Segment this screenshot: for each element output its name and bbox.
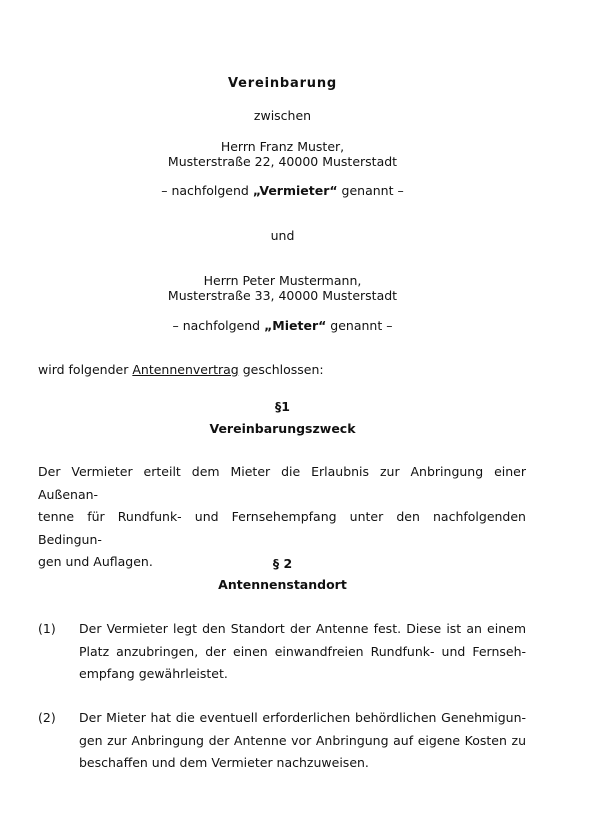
paragraph-line: gen zur Anbringung der Antenne vor Anbringung auf eigene Kosten zu xyxy=(79,732,526,748)
party1-role-prefix: – nachfolgend xyxy=(161,183,253,198)
section1-number: §1 xyxy=(275,399,290,414)
between-text: zwischen xyxy=(253,108,312,123)
and-text: und xyxy=(270,228,295,243)
item-number: (1) xyxy=(38,621,56,636)
section2-number: § 2 xyxy=(272,556,293,571)
paragraph-line: beschaffen und dem Vermieter nachzuweisen. xyxy=(79,755,369,770)
item-number: (2) xyxy=(38,710,56,725)
party1-role xyxy=(0,183,565,198)
paragraph-line: Platz anzubringen, der einen einwandfreien Rundfunk- und Fernseh- xyxy=(79,643,526,659)
antennenvertrag-link[interactable]: Antennenvertrag xyxy=(132,362,239,377)
party2-role-suffix: genannt – xyxy=(326,318,393,333)
section1-heading: Vereinbarungszweck xyxy=(209,421,356,436)
section2-item-1 xyxy=(79,618,526,686)
party1-role-suffix: genannt – xyxy=(337,183,404,198)
section2-heading: Antennenstandort xyxy=(218,577,347,592)
section2-item-2 xyxy=(79,707,526,775)
party2-role xyxy=(0,318,565,333)
party2-name: Herrn Peter Mustermann, xyxy=(203,273,362,288)
paragraph-line: Der Mieter hat die eventuell erforderlichen behördlichen Genehmigun- xyxy=(79,710,526,725)
paragraph-line: Der Vermieter legt den Standort der Antenne fest. Diese ist an einem xyxy=(79,621,526,636)
intro-sentence xyxy=(38,362,324,377)
intro-before: wird folgender xyxy=(38,362,133,377)
paragraph-line: empfang gewährleistet. xyxy=(79,666,228,681)
party2-role-prefix: – nachfolgend xyxy=(172,318,265,333)
paragraph-line: tenne für Rundfunk- und Fernsehempfang unter den nachfolgenden Bedingun- xyxy=(38,509,526,547)
paragraph-line: gen und Auflagen. xyxy=(38,554,153,569)
party2-role-term: „Mieter“ xyxy=(264,318,327,333)
intro-after: geschlossen: xyxy=(238,362,324,377)
party2-address: Musterstraße 33, 40000 Musterstadt xyxy=(167,288,398,303)
paragraph-line: Der Vermieter erteilt dem Mieter die Erlaubnis zur Anbringung einer Außenan- xyxy=(38,464,526,502)
party1-address: Musterstraße 22, 40000 Musterstadt xyxy=(167,154,398,169)
document-title: Vereinbarung xyxy=(227,76,337,91)
party1-role-term: „Vermieter“ xyxy=(252,183,338,198)
party1-name: Herrn Franz Muster, xyxy=(220,139,345,154)
